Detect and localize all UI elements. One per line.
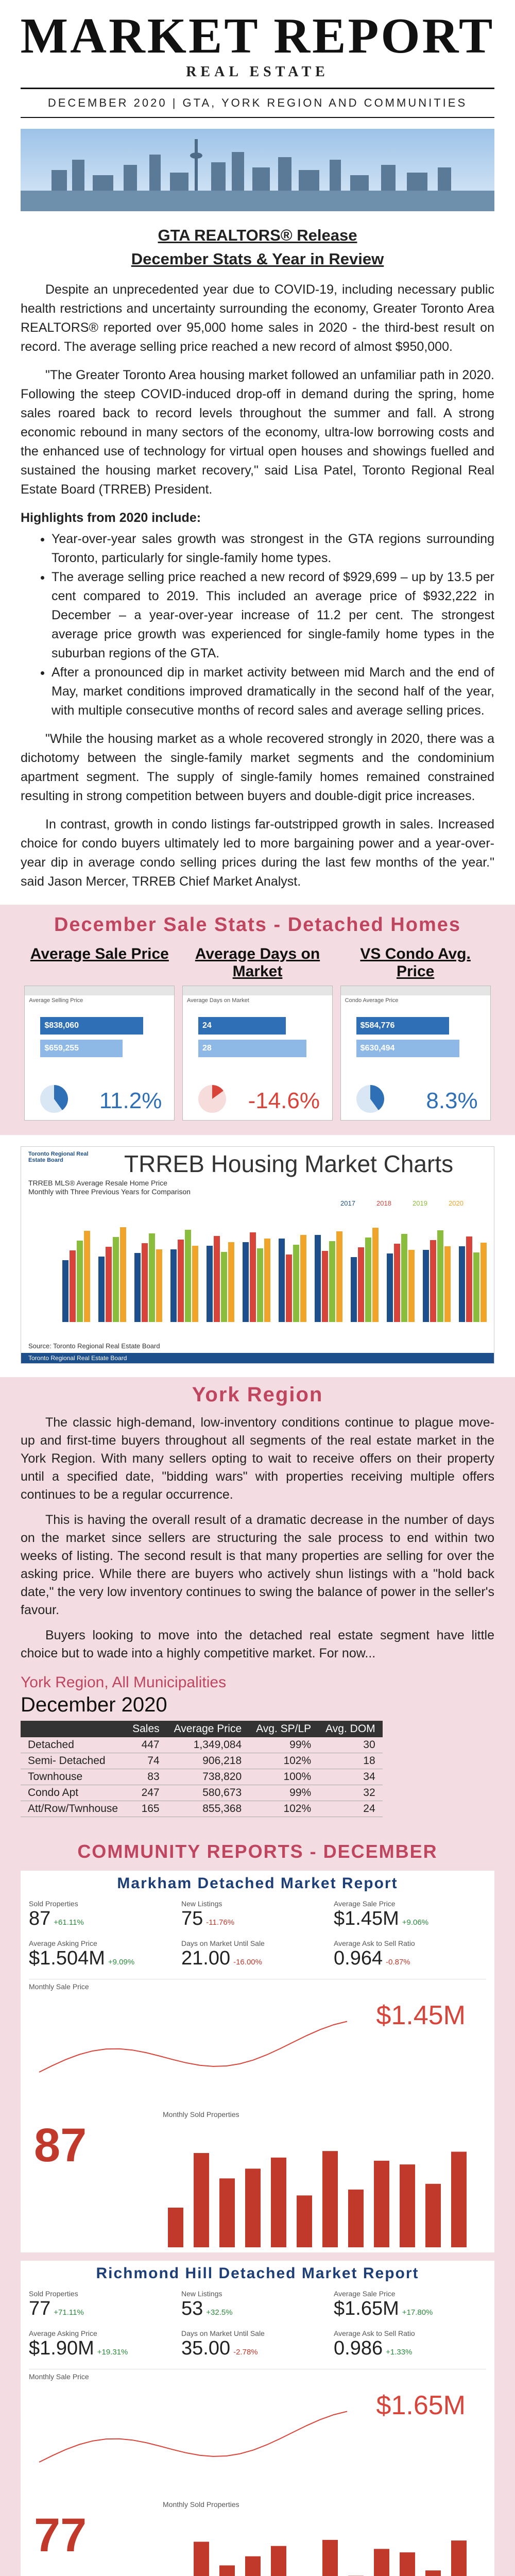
- bar-previous: $659,255: [40, 1040, 123, 1057]
- trreb-bar: [394, 1244, 400, 1322]
- market-report: [21, 2261, 494, 2576]
- kpi-change: +9.09%: [108, 1958, 135, 1967]
- table-header-cell: Avg. SP/LP: [249, 1721, 318, 1737]
- table-cell: 24: [318, 1801, 382, 1817]
- trreb-bar: [70, 1250, 76, 1322]
- trreb-legend-item: 2017: [340, 1199, 355, 1207]
- stat-card: [340, 986, 491, 1121]
- highlights-heading: Highlights from 2020 include:: [21, 511, 201, 525]
- sold-bar: [451, 2540, 467, 2576]
- trreb-bar: [62, 1260, 68, 1322]
- article-paragraph: "The Greater Toronto Area housing market followed an unfamiliar path in 2020. Following the steep COVID-induced drop-off in demand during the spring, home sales roared back to record levels throughout the summer and fall. A strong economic rebound in many sectors of the economy, ultra-low borrowing costs and the enhanced use of technology for virtual open houses and showings fuelled and sustained the housing market recovery," said Lisa Patel, Toronto Regional Real Estate Board (TRREB) President.: [21, 368, 494, 497]
- table-cell: 855,368: [167, 1801, 249, 1817]
- trreb-bar: [387, 1253, 393, 1322]
- card-toolbar: [25, 986, 174, 995]
- section-title: COMMUNITY REPORTS - DECEMBER: [77, 1841, 438, 1862]
- sold-bar: [168, 2208, 183, 2247]
- change-percent: 8.3%: [426, 1088, 478, 1113]
- kpi-change: -16.00%: [233, 1958, 262, 1967]
- market-title: Richmond Hill Detached Market Report: [96, 2265, 419, 2282]
- kpi: [181, 2329, 334, 2360]
- kpi-change: -11.76%: [206, 1918, 235, 1927]
- change-percent: 11.2%: [99, 1088, 162, 1113]
- kpi-value: 0.986: [334, 2337, 383, 2359]
- spacer: [0, 1121, 515, 1135]
- sold-count: 77: [34, 2509, 87, 2562]
- sold-bar: [322, 2151, 338, 2247]
- card-legend: Average Days on Market: [186, 997, 249, 1004]
- kpi-label: Days on Market Until Sale: [181, 1939, 265, 1947]
- table-row: [21, 1737, 383, 1753]
- kpi-value: 87: [29, 1908, 51, 1929]
- trreb-bar: [178, 1240, 184, 1322]
- chart-label: Monthly Sale Price: [29, 2372, 89, 2381]
- toronto-skyline-image: [21, 129, 494, 211]
- trreb-bar: [279, 1239, 285, 1322]
- bar-previous: $630,494: [356, 1040, 459, 1057]
- trreb-bar: [264, 1239, 270, 1322]
- trreb-bar: [98, 1257, 105, 1322]
- kpi: [181, 2290, 334, 2320]
- sold-bar: [297, 2195, 312, 2247]
- list-item: • After a pronounced dip in market activity between mid March and the end of May, market conditions improved dramatically in the second half of the year, with multiple consecutive months of record sales and average selling prices.: [52, 663, 494, 720]
- trreb-legend-item: 2018: [376, 1199, 391, 1207]
- stat-cards: [0, 980, 515, 1121]
- article-paragraph: In contrast, growth in condo listings far-outstripped growth in sales. Increased choice for condo buyers ultimately led to more bargaining power and a year-over-year dip in average condo selling prices during the last few months of the year." said Jason Mercer, TRREB Chief Market Analyst.: [21, 817, 494, 889]
- trreb-source: Source: Toronto Regional Real Estate Board: [28, 1342, 160, 1350]
- trreb-bar: [423, 1250, 429, 1322]
- kpi-value: $1.65M: [334, 2298, 399, 2319]
- kpi-label: New Listings: [181, 1900, 222, 1908]
- table-cell: 247: [125, 1785, 167, 1801]
- trreb-bar: [257, 1248, 263, 1322]
- table-cell: 18: [318, 1753, 382, 1769]
- table-header-cell: Avg. DOM: [318, 1721, 382, 1737]
- divider: [21, 117, 494, 118]
- trreb-bar: [84, 1231, 90, 1322]
- sold-bar: [400, 2552, 415, 2576]
- pie-icon: [198, 1085, 226, 1113]
- bar-current: 24: [198, 1017, 286, 1035]
- trreb-bar: [250, 1232, 256, 1322]
- table-row: [21, 1769, 383, 1785]
- table-row: [21, 1785, 383, 1801]
- trreb-bar: [106, 1247, 112, 1322]
- trreb-bar-chart: [31, 1198, 495, 1332]
- trreb-logo: Toronto Regional Real Estate Board: [28, 1151, 89, 1163]
- table-cell: 32: [318, 1785, 382, 1801]
- kpi: [29, 2329, 181, 2360]
- sold-bar-chart: [163, 2124, 482, 2247]
- card-legend: Condo Average Price: [345, 997, 399, 1004]
- kpi-value: $1.90M: [29, 2337, 94, 2359]
- trreb-bar: [243, 1242, 249, 1322]
- kpi: [29, 1900, 181, 1930]
- change-percent: -14.6%: [248, 1088, 320, 1113]
- table-date: December 2020: [21, 1693, 167, 1716]
- kpi-change: +17.80%: [402, 2308, 433, 2317]
- sold-bar: [194, 2541, 209, 2576]
- table-title: York Region, All Municipalities: [21, 1674, 227, 1691]
- skyline-icon: [21, 129, 494, 211]
- trreb-description-line: TRREB MLS® Average Resale Home Price: [28, 1179, 167, 1187]
- table-cell: 100%: [249, 1769, 318, 1785]
- date-line: DECEMBER 2020 | GTA, YORK REGION AND COMMUNITIES: [47, 96, 468, 109]
- table-cell: 906,218: [167, 1753, 249, 1769]
- article-paragraph: "While the housing market as a whole recovered strongly in 2020, there was a dichotomy between the single-family market segments and the condominium apartment segment. The supply of single-family homes remained constrained resulting in strong competition between buyers and double-digit price increases.: [21, 732, 494, 803]
- list-item: • Year-over-year sales growth was strongest in the GTA regions surrounding Toronto, particularly for single-family home types.: [52, 530, 494, 568]
- stat-heads: [0, 936, 515, 980]
- kpi: [334, 2290, 486, 2320]
- trreb-bar: [466, 1236, 472, 1322]
- market-report: [21, 1871, 494, 2252]
- sold-properties-chart: [29, 2498, 486, 2576]
- kpi-label: Average Asking Price: [29, 2329, 97, 2337]
- trreb-bar: [134, 1253, 141, 1322]
- trreb-bar: [113, 1237, 119, 1322]
- table-row: [21, 1801, 383, 1817]
- trreb-bar: [120, 1227, 126, 1322]
- chart-label: Monthly Sale Price: [29, 1982, 89, 1991]
- kpi-label: Average Ask to Sell Ratio: [334, 1939, 415, 1947]
- kpi-change: +61.11%: [54, 1918, 84, 1927]
- trreb-bar: [372, 1228, 379, 1322]
- kpi: [334, 2329, 486, 2360]
- kpi: [181, 1939, 334, 1970]
- trreb-bar: [358, 1247, 364, 1322]
- kpi-label: New Listings: [181, 2290, 222, 2298]
- trreb-title: TRREB Housing Market Charts: [124, 1150, 454, 1177]
- kpi-label: Average Asking Price: [29, 1939, 97, 1947]
- report-title: MARKET REPORT: [20, 8, 495, 64]
- price-line: [39, 2412, 347, 2462]
- bar-current: $838,060: [40, 1017, 143, 1035]
- york-paragraph: This is having the overall result of a dramatic decrease in the number of days on the market since sellers are structuring the sale process to end within two weeks of listing. The second result is that many properties are selling for over the asking price. While there are buyers who actively shun listings with a "hold back date," the very low inventory continues to swing the balance of power in the seller's favour.: [21, 1513, 494, 1617]
- trreb-bar: [170, 1249, 177, 1322]
- stat-heading: Average Days on Market: [195, 945, 320, 980]
- trreb-bar: [401, 1234, 407, 1322]
- sold-bar: [348, 2190, 364, 2247]
- trreb-bar: [293, 1245, 299, 1322]
- trreb-bar: [185, 1230, 191, 1322]
- sold-bar: [322, 2540, 338, 2576]
- kpi-change: +1.33%: [386, 2348, 413, 2357]
- stat-heading: VS Condo Avg. Price: [360, 945, 471, 980]
- kpi-change: -2.78%: [233, 2348, 258, 2357]
- stat-card: [182, 986, 333, 1121]
- york-paragraph: Buyers looking to move into the detached real estate segment have little choice but to wade into a highly competitive market. For now...: [21, 1628, 494, 1660]
- highlights-list: [21, 530, 494, 720]
- card-toolbar: [183, 986, 332, 995]
- price-line-chart: [29, 1995, 358, 2098]
- table-cell: 99%: [249, 1737, 318, 1753]
- trreb-bar: [437, 1230, 443, 1322]
- kpi-label: Average Sale Price: [334, 1900, 396, 1908]
- kpi: [29, 2290, 181, 2320]
- trreb-legend-item: 2019: [413, 1199, 427, 1207]
- table-cell: 74: [125, 1753, 167, 1769]
- york-paragraph: The classic high-demand, low-inventory conditions continue to plague move-up and first-time buyers throughout all segments of the real estate market in the York Region. With many sellers opting to wait to receive offers on their property until a specified date, "bidding wars" with properties receiving multiple offers continues to be a regular occurrence.: [21, 1415, 494, 1502]
- kpi-change: +19.31%: [97, 2348, 128, 2357]
- kpi-grid: [21, 1892, 494, 1970]
- list-item: • The average selling price reached a new record of $929,699 – up by 13.5 per cent compared to 2019. This included an average price of $932,222 in December – a year-over-year increase of 11.2 per cent. The strongest average price growth was experienced for single-family home types in the suburban regions of the GTA.: [52, 568, 494, 663]
- kpi-value: 21.00: [181, 1947, 231, 1969]
- sold-count: 87: [34, 2119, 87, 2172]
- report-subtitle: REAL ESTATE: [186, 64, 329, 80]
- section-title: December Sale Stats - Detached Homes: [54, 914, 461, 936]
- table-cell: Condo Apt: [21, 1785, 125, 1801]
- kpi: [334, 1939, 486, 1970]
- trreb-bar: [408, 1250, 415, 1322]
- article-heading-line: December Stats & Year in Review: [131, 250, 384, 268]
- sold-bar: [219, 2565, 235, 2576]
- table-cell: 1,349,084: [167, 1737, 249, 1753]
- table-body: [21, 1737, 383, 1817]
- table-cell: 83: [125, 1769, 167, 1785]
- trreb-description-line: Monthly with Three Previous Years for Comparison: [28, 1188, 191, 1196]
- trreb-legend-item: 2020: [449, 1199, 464, 1207]
- trreb-bar: [228, 1242, 234, 1322]
- divider: [21, 88, 494, 89]
- table-cell: Semi- Detached: [21, 1753, 125, 1769]
- sold-bar-chart: [163, 2514, 482, 2576]
- table-row: [21, 1753, 383, 1769]
- trreb-bar: [351, 1257, 357, 1322]
- table-cell: 580,673: [167, 1785, 249, 1801]
- sold-bar: [194, 2153, 209, 2247]
- trreb-bar: [77, 1241, 83, 1322]
- kpi-change: +9.06%: [402, 1918, 429, 1927]
- kpi: [29, 1939, 181, 1970]
- kpi-value: 77: [29, 2298, 51, 2319]
- table-cell: Townhouse: [21, 1769, 125, 1785]
- sold-bar: [271, 2158, 286, 2247]
- sold-bar: [219, 2178, 235, 2247]
- sold-bar: [245, 2556, 261, 2576]
- table-cell: 102%: [249, 1801, 318, 1817]
- chart-label: Monthly Sold Properties: [163, 2500, 239, 2509]
- kpi: [181, 1900, 334, 1930]
- trreb-bar: [207, 1246, 213, 1322]
- detached-stats-section: [0, 905, 515, 1135]
- trreb-bar: [315, 1235, 321, 1322]
- pie-icon: [40, 1085, 68, 1113]
- trreb-bar: [286, 1255, 292, 1322]
- current-price: $1.45M: [376, 2001, 466, 2030]
- kpi-change: -0.87%: [386, 1958, 410, 1967]
- trreb-bar: [459, 1246, 465, 1322]
- sold-bar: [374, 2549, 389, 2576]
- trreb-bar: [322, 1251, 328, 1322]
- table-cell: Att/Row/Twnhouse: [21, 1801, 125, 1817]
- kpi-label: Days on Market Until Sale: [181, 2329, 265, 2337]
- table-cell: 99%: [249, 1785, 318, 1801]
- kpi-label: Sold Properties: [29, 1900, 78, 1908]
- sold-bar: [271, 2546, 286, 2576]
- table-cell: Detached: [21, 1737, 125, 1753]
- bar-previous: 28: [198, 1040, 306, 1057]
- table-cell: 30: [318, 1737, 382, 1753]
- trreb-bar: [336, 1231, 342, 1322]
- trreb-bar: [480, 1243, 487, 1322]
- trreb-bar: [149, 1233, 155, 1322]
- trreb-bar: [192, 1246, 198, 1322]
- kpi-value: $1.45M: [334, 1908, 399, 1929]
- article-paragraph: Despite an unprecedented year due to COVID-19, including necessary public health restrictions and uncertainty surrounding the economy, Greater Toronto Area REALTORS® reported over 95,000 home sales in 2020 - the third-best result on record. The average selling price reached a new record of almost $950,000.: [21, 282, 494, 354]
- stat-heading: Average Sale Price: [30, 945, 169, 962]
- article-heading-line: GTA REALTORS® Release: [158, 226, 357, 244]
- sold-bar: [425, 2570, 441, 2576]
- price-line: [39, 2022, 347, 2072]
- sold-bar: [400, 2164, 415, 2247]
- table-header-cell: [21, 1721, 125, 1737]
- kpi: [334, 1900, 486, 1930]
- trreb-bar: [473, 1252, 479, 1322]
- pie-icon: [356, 1085, 384, 1113]
- trreb-description: [28, 1179, 198, 1196]
- chart-label: Monthly Sold Properties: [163, 2110, 239, 2119]
- trreb-bar: [365, 1238, 371, 1322]
- trreb-bar: [430, 1240, 436, 1322]
- kpi-label: Average Ask to Sell Ratio: [334, 2329, 415, 2337]
- trreb-bar: [221, 1252, 227, 1322]
- table-header-cell: Average Price: [167, 1721, 249, 1737]
- bar-current: $584,776: [356, 1017, 449, 1035]
- trreb-footer: Toronto Regional Real Estate Board: [21, 1353, 494, 1363]
- sold-bar: [425, 2184, 441, 2247]
- trreb-bar: [142, 1243, 148, 1322]
- table-header-cell: Sales: [125, 1721, 167, 1737]
- sold-bar: [245, 2168, 261, 2247]
- kpi-change: +32.5%: [206, 2308, 233, 2317]
- kpi-value: 35.00: [181, 2337, 231, 2359]
- sold-bar: [451, 2151, 467, 2247]
- kpi-change: +71.11%: [54, 2308, 84, 2317]
- section-title: York Region: [192, 1383, 323, 1406]
- kpi-value: $1.504M: [29, 1947, 105, 1969]
- kpi-label: Sold Properties: [29, 2290, 78, 2298]
- community-reports-section: [0, 1833, 515, 2576]
- table-cell: 102%: [249, 1753, 318, 1769]
- price-line-chart: [29, 2385, 358, 2488]
- kpi-grid: [21, 2282, 494, 2360]
- table-cell: 34: [318, 1769, 382, 1785]
- masthead: [0, 0, 515, 129]
- market-title: Markham Detached Market Report: [117, 1875, 398, 1892]
- table-header-row: [21, 1721, 383, 1737]
- card-toolbar: [341, 986, 490, 995]
- trreb-bar: [444, 1246, 451, 1322]
- monthly-price-chart: [29, 2369, 486, 2493]
- article-heading: [21, 224, 494, 271]
- current-price: $1.65M: [376, 2391, 466, 2420]
- table-cell: 165: [125, 1801, 167, 1817]
- york-region-section: [0, 1377, 515, 1833]
- trreb-bar: [214, 1236, 220, 1322]
- kpi-value: 75: [181, 1908, 203, 1929]
- sold-bar: [374, 2161, 389, 2247]
- article: [0, 224, 515, 891]
- kpi-value: 0.964: [334, 1947, 383, 1969]
- trreb-bar: [300, 1235, 306, 1322]
- table-cell: 738,820: [167, 1769, 249, 1785]
- trreb-chart-panel: [21, 1146, 494, 1364]
- sold-properties-chart: [29, 2108, 486, 2252]
- kpi-value: 53: [181, 2298, 203, 2319]
- monthly-price-chart: [29, 1979, 486, 2103]
- york-stats-table: [21, 1721, 383, 1817]
- stat-card: [24, 986, 175, 1121]
- market-reports: [21, 1871, 494, 2576]
- kpi-label: Average Sale Price: [334, 2290, 396, 2298]
- card-legend: Average Selling Price: [29, 997, 83, 1004]
- trreb-bar: [329, 1241, 335, 1322]
- trreb-bar: [156, 1249, 162, 1322]
- table-cell: 447: [125, 1737, 167, 1753]
